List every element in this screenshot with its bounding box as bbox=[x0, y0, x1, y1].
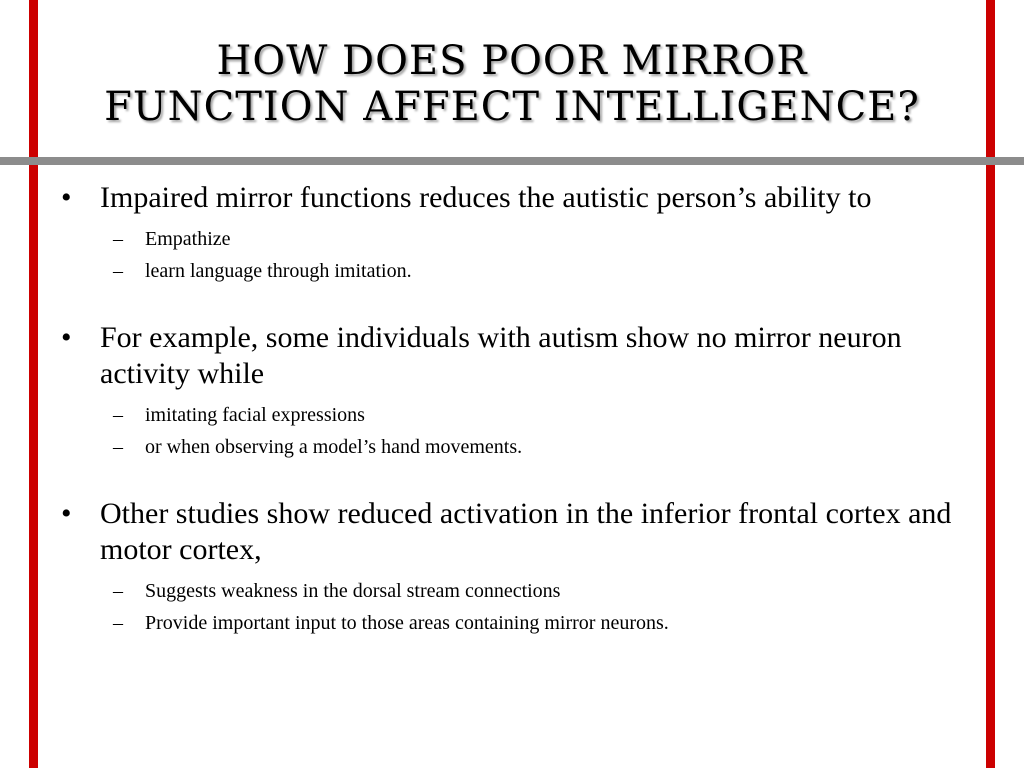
bullet-icon: • bbox=[61, 181, 72, 214]
right-red-bar bbox=[986, 0, 995, 768]
bullet-item bbox=[60, 320, 960, 392]
bullet-text: For example, some individuals with autism show no mirror neuron activity while bbox=[100, 321, 902, 390]
dash-icon: – bbox=[113, 436, 123, 458]
bullet-icon: • bbox=[61, 497, 72, 530]
title-divider bbox=[0, 157, 1024, 165]
sub-bullet-item bbox=[60, 607, 960, 639]
slide-body bbox=[60, 180, 960, 672]
sub-bullet-text: or when observing a model’s hand movements. bbox=[145, 436, 523, 458]
bullet-item bbox=[60, 496, 960, 568]
bullet-icon: • bbox=[61, 321, 72, 354]
bullet-group bbox=[60, 180, 960, 287]
sub-bullet-text: Empathize bbox=[145, 228, 231, 250]
sub-bullet-item bbox=[60, 575, 960, 607]
bullet-text: Other studies show reduced activation in the inferior frontal cortex and motor cortex, bbox=[100, 497, 952, 566]
sub-bullet-item bbox=[60, 223, 960, 255]
dash-icon: – bbox=[113, 260, 123, 282]
bullet-text: Impaired mirror functions reduces the autistic person’s ability to bbox=[100, 181, 872, 214]
bullet-group bbox=[60, 496, 960, 639]
sub-bullet-item bbox=[60, 399, 960, 431]
sub-bullet-text: learn language through imitation. bbox=[145, 260, 412, 282]
dash-icon: – bbox=[113, 612, 123, 634]
bullet-group bbox=[60, 320, 960, 463]
dash-icon: – bbox=[113, 228, 123, 250]
sub-bullet-item bbox=[60, 255, 960, 287]
title-line-2: FUNCTION AFFECT INTELLIGENCE? bbox=[104, 84, 920, 130]
bullet-item bbox=[60, 180, 960, 216]
title-line-1: HOW DOES POOR MIRROR bbox=[216, 38, 808, 84]
slide-title bbox=[40, 38, 984, 130]
dash-icon: – bbox=[113, 404, 123, 426]
sub-bullet-text: Provide important input to those areas containing mirror neurons. bbox=[145, 612, 669, 634]
sub-bullet-item bbox=[60, 431, 960, 463]
dash-icon: – bbox=[113, 580, 123, 602]
sub-bullet-text: Suggests weakness in the dorsal stream connections bbox=[145, 580, 561, 602]
left-red-bar bbox=[29, 0, 38, 768]
sub-bullet-text: imitating facial expressions bbox=[145, 404, 365, 426]
